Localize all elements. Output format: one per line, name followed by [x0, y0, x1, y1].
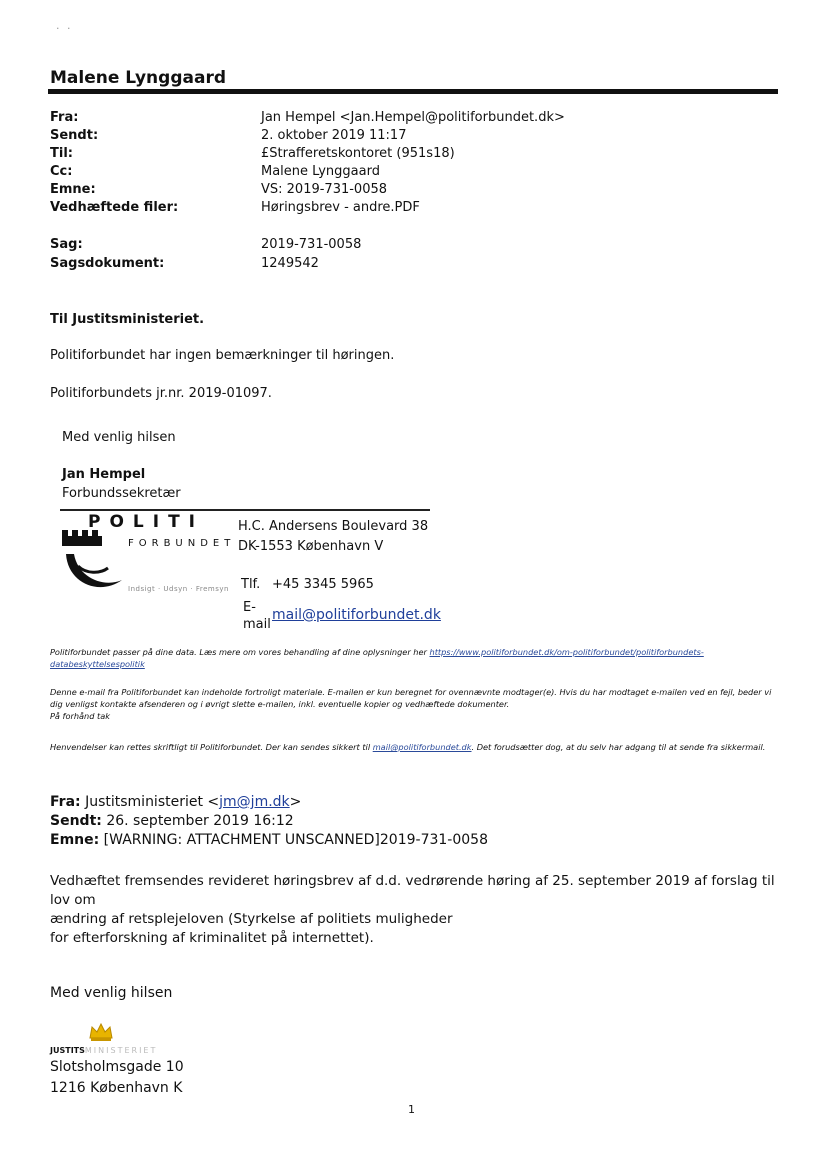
fwd-from-name: Justitsministeriet <: [85, 794, 220, 810]
sender-name: Malene Lynggaard: [50, 68, 226, 88]
fwd-from-email[interactable]: jm@jm.dk: [219, 794, 290, 810]
header-rule: [48, 89, 778, 94]
confidentiality-text: Denne e-mail fra Politiforbundet kan indeholde fortroligt materiale. E-mailen er kun beregnet for ovennævnte modtager(e). Hvis du har modtaget e-mailen ved en fejl, beder vi dig venligst kontakte afsenderen og i øvrigt slette e-mailen, inkl. eventuelle kopier og vedhæftede dokumenter.: [50, 687, 772, 709]
page-number: 1: [408, 1103, 415, 1116]
logo-tagline: Indsigt · Udsyn · Fremsyn: [128, 585, 229, 593]
email-label: mail: [243, 617, 271, 632]
header-value: Jan Hempel <Jan.Hempel@politiforbundet.dk>: [261, 110, 565, 125]
contact-notice: [50, 741, 780, 753]
fwd-body-line: for efterforskning af kriminalitet på internettet).: [50, 930, 374, 946]
fwd-subject-label: Emne:: [50, 832, 100, 848]
case-label: Sag:: [50, 237, 83, 252]
signer-title: Forbundssekretær: [62, 486, 181, 501]
case-value: 2019-731-0058: [261, 237, 362, 252]
fwd-subject: [50, 832, 488, 848]
fwd-from: [50, 794, 301, 810]
header-label: Emne:: [50, 182, 96, 197]
signer-name: Jan Hempel: [62, 467, 146, 482]
header-label: Til:: [50, 146, 73, 161]
fwd-sent: [50, 813, 294, 829]
confidentiality-notice: [50, 686, 780, 722]
fwd-sent-value: 26. september 2019 16:12: [106, 813, 294, 829]
header-value: VS: 2019-731-0058: [261, 182, 388, 197]
address-line: DK-1553 København V: [238, 539, 384, 554]
phone-label: Tlf.: [241, 577, 261, 592]
address-line: H.C. Andersens Boulevard 38: [238, 519, 429, 534]
header-label: Vedhæftede filer:: [50, 200, 179, 215]
fwd-sent-label: Sendt:: [50, 813, 102, 829]
crown-icon: [88, 1022, 114, 1042]
jm-logo-justits: JUSTITS: [50, 1046, 85, 1055]
header-label: Fra:: [50, 110, 79, 125]
fwd-from-label: Fra:: [50, 794, 81, 810]
closing: Med venlig hilsen: [62, 430, 176, 445]
jm-address-line: Slotsholmsgade 10: [50, 1059, 184, 1075]
email-link[interactable]: mail@politiforbundet.dk: [272, 607, 441, 623]
fwd-from-end: >: [289, 794, 302, 810]
fwd-body-line: Vedhæftet fremsendes revideret høringsbrev af d.d. vedrørende høring af 25. september 2019 af forslag til lov om: [50, 873, 775, 908]
contact-text: Henvendelser kan rettes skriftligt til Politiforbundet. Der kan sendes sikkert til: [50, 742, 373, 752]
logo-text-forbundet: FORBUNDET: [128, 538, 236, 549]
greeting: Til Justitsministeriet.: [50, 312, 205, 327]
case-label: Sagsdokument:: [50, 256, 165, 271]
scan-mark: · ·: [56, 22, 73, 35]
header-label: Sendt:: [50, 128, 99, 143]
fwd-closing: Med venlig hilsen: [50, 985, 173, 1001]
jm-address-line: 1216 København K: [50, 1080, 183, 1096]
attachment-link[interactable]: Høringsbrev - andre.PDF: [261, 200, 420, 215]
case-value: 1249542: [261, 256, 319, 271]
privacy-text: Politiforbundet passer på dine data. Læs mere om vores behandling af dine oplysninger her: [50, 647, 430, 657]
email-label: E-: [243, 600, 256, 615]
logo-text-politi: POLITI: [88, 512, 204, 532]
phone-number: +45 3345 5965: [272, 577, 374, 592]
fwd-body-line: ændring af retsplejeloven (Styrkelse af politiets muligheder: [50, 911, 453, 927]
header-value: 2. oktober 2019 11:17: [261, 128, 407, 143]
privacy-policy-link[interactable]: https://www.politiforbundet.dk/om-politiforbundet/politiforbundets-databeskyttelsespolitik: [50, 647, 704, 669]
header-value: £Strafferetskontoret (951s18): [261, 146, 455, 161]
jm-logo-ministeriet: MINISTERIET: [84, 1046, 158, 1055]
header-label: Cc:: [50, 164, 73, 179]
privacy-notice: [50, 646, 780, 670]
body-line: Politiforbundets jr.nr. 2019-01097.: [50, 386, 272, 401]
body-line: Politiforbundet har ingen bemærkninger til høringen.: [50, 348, 395, 363]
thanks-text: På forhånd tak: [50, 711, 110, 721]
jm-logo-text: [50, 1046, 157, 1055]
secure-mail-link[interactable]: mail@politiforbundet.dk: [372, 742, 472, 752]
header-value: Malene Lynggaard: [261, 164, 380, 179]
contact-text-rest: . Det forudsætter dog, at du selv har adgang til at sende fra sikkermail.: [471, 742, 766, 752]
fwd-body: [50, 872, 780, 948]
signature-rule: [60, 509, 430, 511]
fwd-subject-value: [WARNING: ATTACHMENT UNSCANNED]2019-731-0058: [103, 832, 488, 848]
